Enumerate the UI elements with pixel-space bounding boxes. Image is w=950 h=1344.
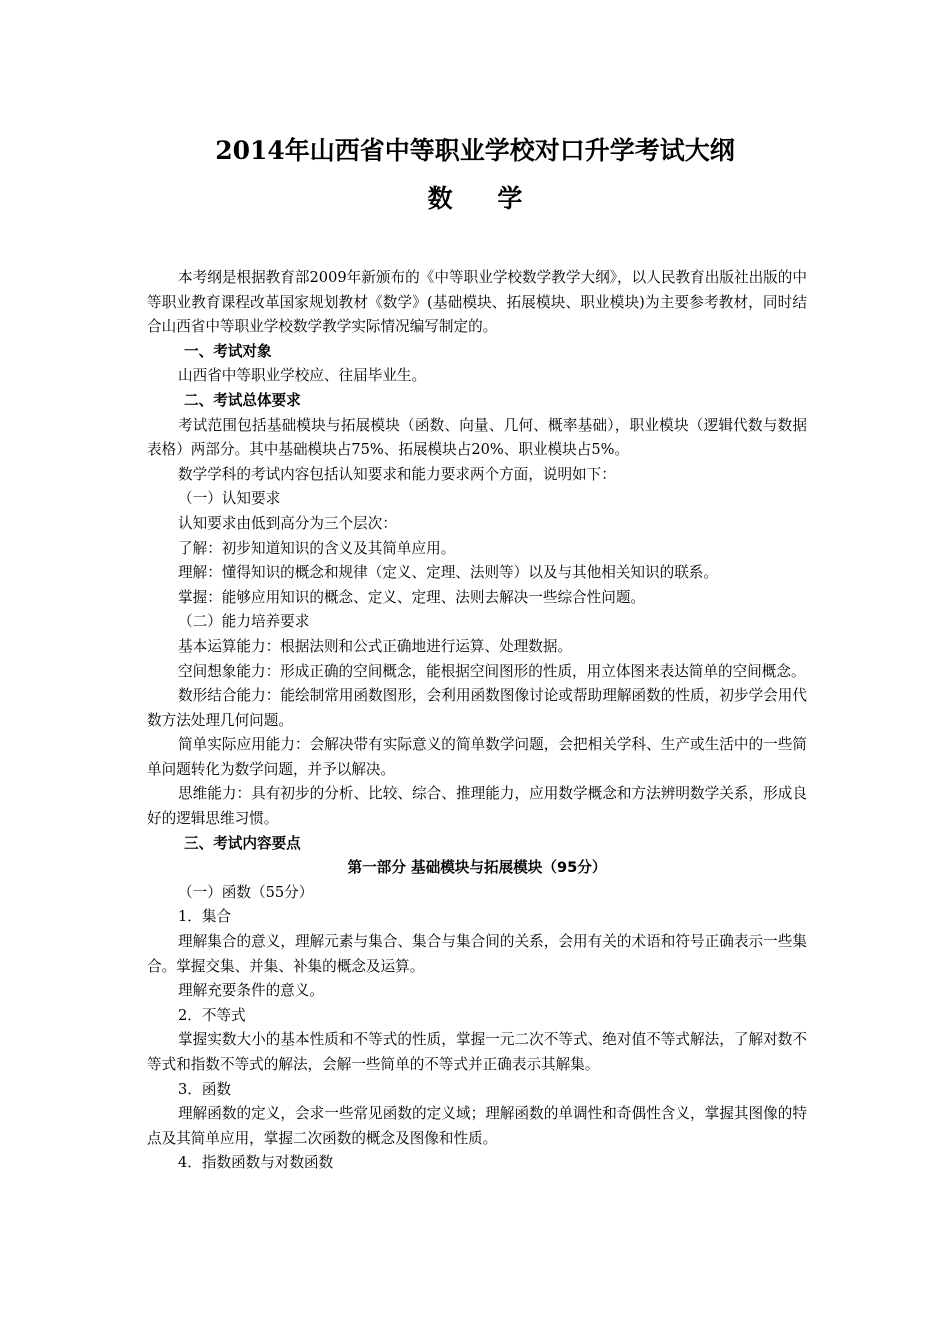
body-paragraph: 思维能力：具有初步的分析、比较、综合、推理能力，应用数学概念和方法辨明数学关系，形成良好的逻辑思维习惯。 [147,785,807,828]
body-paragraph: （一）认知要求 [178,490,281,508]
body-paragraph: 理解：懂得知识的概念和规律（定义、定理、法则等）以及与其他相关知识的联系。 [178,564,718,582]
section-heading: 一、考试对象 [184,342,272,360]
body-paragraph: 空间想象能力：形成正确的空间概念，能根据空间图形的性质，用立体图来表达简单的空间概念。 [178,662,806,680]
body-paragraph: 本考纲是根据教育部2009年新颁布的《中等职业学校数学教学大纲》，以人民教育出版社出版的中等职业教育课程改革国家规划教材《数学》(基础模块、拓展模块、职业模块)为主要参考教材，同时结合山西省中等职业学校数学教学实际情况编写制定的。 [147,269,807,336]
body-paragraph: 3．函数 [178,1080,232,1098]
body-paragraph: 数学学科的考试内容包括认知要求和能力要求两个方面，说明如下： [178,465,616,483]
body-paragraph: 基本运算能力：根据法则和公式正确地进行运算、处理数据。 [178,637,573,655]
document-body [147,266,807,1176]
part-heading: 第一部分 基础模块与拓展模块（95分） [347,859,607,877]
body-paragraph: 了解：初步知道知识的含义及其简单应用。 [178,539,456,557]
body-paragraph: 2．不等式 [178,1006,246,1024]
body-paragraph: （二）能力培养要求 [178,613,310,631]
document-subtitle: 数 学 [427,184,541,213]
section-heading: 二、考试总体要求 [184,391,301,409]
document-title: 2014年山西省中等职业学校对口升学考试大纲 [215,136,735,165]
body-paragraph: 掌握：能够应用知识的概念、定义、定理、法则去解决一些综合性问题。 [178,588,646,606]
body-paragraph: 理解充要条件的意义。 [178,982,324,1000]
body-paragraph: 简单实际应用能力：会解决带有实际意义的简单数学问题，会把相关学科、生产或生活中的一些简单问题转化为数学问题，并予以解决。 [147,736,807,778]
body-paragraph: 认知要求由低到高分为三个层次： [178,514,397,532]
body-paragraph: 掌握实数大小的基本性质和不等式的性质，掌握一元二次不等式、绝对值不等式解法，了解对数不等式和指数不等式的解法，会解一些简单的不等式并正确表示其解集。 [147,1031,807,1073]
body-paragraph: 数形结合能力：能绘制常用函数图形，会利用函数图像讨论或帮助理解函数的性质，初步学会用代数方法处理几何问题。 [147,687,807,729]
body-paragraph: 山西省中等职业学校应、往届毕业生。 [178,367,427,385]
body-paragraph: 考试范围包括基础模块与拓展模块（函数、向量、几何、概率基础），职业模块（逻辑代数与数据表格）两部分。其中基础模块占75%、拓展模块占20%、职业模块占5%。 [147,416,807,459]
body-paragraph: 1．集合 [178,908,232,926]
body-paragraph: （一）函数（55分） [178,883,314,901]
section-heading: 三、考试内容要点 [184,834,301,852]
body-paragraph: 理解集合的意义，理解元素与集合、集合与集合间的关系，会用有关的术语和符号正确表示一些集合。掌握交集、并集、补集的概念及运算。 [147,933,807,975]
body-paragraph: 4．指数函数与对数函数 [178,1154,334,1172]
body-paragraph: 理解函数的定义，会求一些常见函数的定义域；理解函数的单调性和奇偶性含义，掌握其图像的特点及其简单应用，掌握二次函数的概念及图像和性质。 [147,1105,807,1147]
